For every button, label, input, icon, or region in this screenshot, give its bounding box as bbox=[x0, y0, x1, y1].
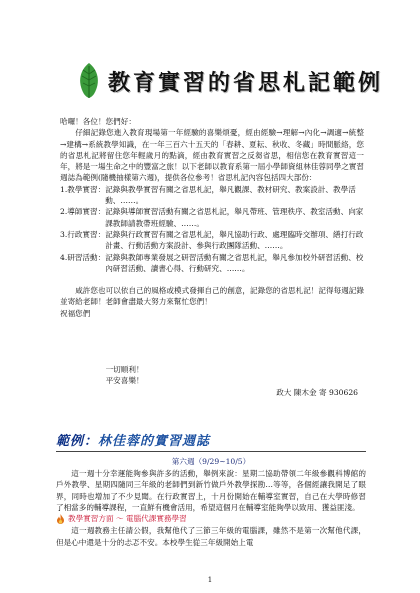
signature: 政大 陳木金 寄 930626 bbox=[276, 387, 358, 397]
list-item bbox=[60, 229, 364, 252]
letter-body bbox=[60, 116, 364, 319]
experience-heading bbox=[56, 513, 366, 524]
closing-paragraph: 咸許您也可以依自己的風格或模式發揮自己的創意，記錄您的省思札記！記得每週記錄並寄給老師！老師會盡最大努力來幫忙您們！ bbox=[60, 286, 364, 307]
intro-paragraph: 仔細記錄您進入教育現場第一年經驗的喜樂煩憂，經由經驗→理解→內化→調適→統整→建構→系統教學知識，在一年三百六十五天的「春耕、夏耘、秋收、冬藏」時間脈絡，您的省思札記將留住您年輕歲月的點滴，經由教育實習之反芻省思，相信您在教育實習這一年，將是一場生命之中的豐富之旅！以下老師以教育系第一屆小學師資組林佳蓉同學之實習週誌為範例(隨機抽樣第六週)，提供各位參考！省思札記內容包括四大部份： bbox=[60, 128, 364, 183]
page-title: 教育實習的省思札記範例 bbox=[108, 71, 384, 96]
week-paragraph: 這一週十分幸運能夠參與許多的活動，舉例來說：星期二協助帶領二年級參觀科博館的戶外教學、星期四隨同三年級的老師們到新竹做戶外教學探勘…等等，各個經讓我開足了眼界，同時也增加了不少見聞。在行政實習上，十月份開始在輔導室實習，自己在大學時修習了相當多的輔導課程，一直鮮有機會活用，希望這個月在輔導室能夠學以致用、獲益匪淺。 bbox=[56, 469, 366, 512]
list-item bbox=[60, 206, 364, 229]
wish-line: 平安喜樂！ bbox=[105, 376, 144, 386]
list-item-head: 4.研習活動： bbox=[60, 252, 106, 262]
week-heading: 第六週（9/29~10/5） bbox=[171, 457, 251, 466]
flame-icon bbox=[56, 514, 65, 524]
blessing: 祝福您們 bbox=[60, 308, 91, 318]
signoff bbox=[60, 364, 364, 398]
leaf-icon bbox=[72, 60, 106, 100]
list-item-text: 記錄與教學實習有關之省思札記，舉凡觀課、教材研究、教案設計、教學活動、……。 bbox=[105, 184, 356, 206]
list-item-head: 2.導師實習： bbox=[60, 207, 106, 217]
list-item-head: 1.教學實習： bbox=[60, 184, 106, 194]
section-divider bbox=[56, 451, 366, 452]
wish-line: 一切順利！ bbox=[105, 365, 144, 374]
list-item bbox=[60, 252, 364, 275]
page-number: 1 bbox=[207, 576, 213, 584]
title-block bbox=[72, 58, 384, 104]
section-title bbox=[56, 430, 366, 449]
experience-heading-text: 教學實習方面 ～ 電腦代課實務學習 bbox=[68, 514, 187, 524]
experience-paragraph: 這一週教務主任請公假，我幫他代了三節三年級的電腦課，雖然不是第一次幫他代課，但是心中還是十分的忐忑不安。本校學生從三年級開始上電 bbox=[56, 526, 366, 547]
greeting: 哈囉！各位！您們好： bbox=[60, 117, 136, 126]
list-item-text: 記錄與行政實習有關之省思札記，舉凡協助行政、處理臨時交辦項、繕打行政計畫、行動活動方案設計、參與行政團隊活動、……。 bbox=[105, 229, 364, 251]
section-title-rest: 林佳蓉的實習週誌 bbox=[98, 434, 211, 449]
example-section bbox=[56, 430, 366, 548]
list-item-text: 記錄與教師專業發展之研習活動有關之省思札記，舉凡參加校外研習活動、校內研習活動、讀書心得、行動研究、……。 bbox=[105, 252, 364, 273]
list-item-text: 記錄與導師實習活動有關之省思札記，舉凡帶班、管理秩序、教室活動、向家課教師請教帶班經驗、……。 bbox=[105, 207, 364, 228]
list-item bbox=[60, 184, 364, 207]
section-title-head: 範例： bbox=[56, 434, 99, 449]
list-item-head: 3.行政實習： bbox=[60, 229, 106, 239]
